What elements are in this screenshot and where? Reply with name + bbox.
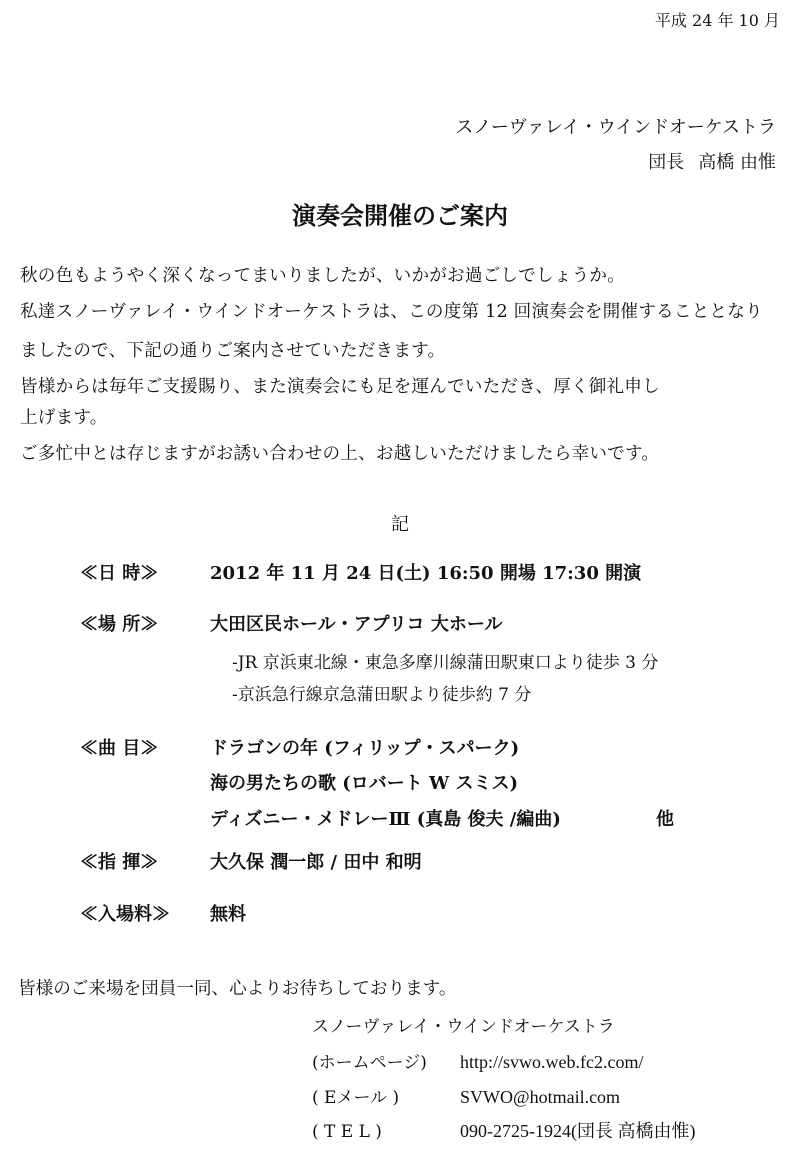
ki-heading: 記 [391, 514, 409, 535]
conductor-label: ≪指 揮≫ [80, 852, 159, 873]
body-paragraph-3-line-2: 上げます。 [20, 408, 108, 428]
homepage-label: (ホームページ) [312, 1053, 427, 1073]
admission-label: ≪入場料≫ [80, 904, 170, 925]
closing-message: 皆様のご来場を団員一同、心よりお待ちしております。 [18, 979, 457, 999]
program-label: ≪曲 目≫ [80, 738, 159, 759]
sender-leader [648, 148, 776, 174]
venue-value: 大田区民ホール・アプリコ 大ホール [210, 614, 503, 635]
contact-tel-row [312, 1117, 695, 1143]
contact-homepage-row [312, 1048, 643, 1073]
conductor-value: 大久保 潤一郎 / 田中 和明 [210, 852, 422, 873]
homepage-link[interactable]: http://svwo.web.fc2.com/ [460, 1052, 644, 1072]
tel-label: ( T E L ) [312, 1122, 382, 1142]
contact-organization: スノーヴァレイ・ウインドオーケストラ [312, 1017, 615, 1037]
leader-name: 高橋 由惟 [698, 152, 776, 173]
venue-access-1: -JR 京浜東北線・東急多摩川線蒲田駅東口より徒歩 3 分 [232, 653, 659, 673]
body-paragraph-2-line-1: 私達スノーヴァレイ・ウインドオーケストラは、この度第 12 回演奏会を開催することとなり [20, 302, 763, 322]
issue-date: 平成 24 年 10 月 [654, 11, 780, 30]
tel-value: 090-2725-1924(団長 高橋由惟) [460, 1121, 696, 1141]
program-piece-2: 海の男たちの歌 (ロバート W スミス) [210, 773, 519, 794]
program-piece-1: ドラゴンの年 (フィリップ・スパーク) [210, 738, 520, 759]
venue-label: ≪場 所≫ [80, 614, 159, 635]
body-paragraph-4: ご多忙中とは存じますがお誘い合わせの上、お越しいただけましたら幸いです。 [20, 444, 660, 464]
program-piece-3-row [210, 805, 674, 831]
contact-email-row [312, 1083, 620, 1108]
sender-organization: スノーヴァレイ・ウインドオーケストラ [455, 117, 776, 138]
leader-title: 団長 [648, 152, 685, 173]
datetime-label: ≪日 時≫ [80, 563, 159, 584]
body-paragraph-2-line-2: ましたので、下記の通りご案内させていただきます。 [20, 341, 446, 361]
admission-value: 無料 [210, 904, 246, 925]
program-piece-3: ディズニー・メドレーⅢ (真島 俊夫 /編曲) [210, 809, 561, 830]
document-title: 演奏会開催のご案内 [292, 201, 508, 230]
body-paragraph-1: 秋の色もようやく深くなってまいりましたが、いかがお過ごしでしょうか。 [20, 266, 625, 286]
program-others: 他 [656, 809, 674, 830]
email-link[interactable]: SVWO@hotmail.com [460, 1087, 621, 1107]
email-label: ( Eメール ) [312, 1088, 400, 1108]
datetime-value: 2012 年 11 月 24 日(土) 16:50 開場 17:30 開演 [210, 563, 642, 584]
body-paragraph-3-line-1: 皆様からは毎年ご支援賜り、また演奏会にも足を運んでいただき、厚く御礼申し [20, 377, 660, 397]
venue-access-2: -京浜急行線京急蒲田駅より徒歩約 7 分 [232, 685, 532, 705]
